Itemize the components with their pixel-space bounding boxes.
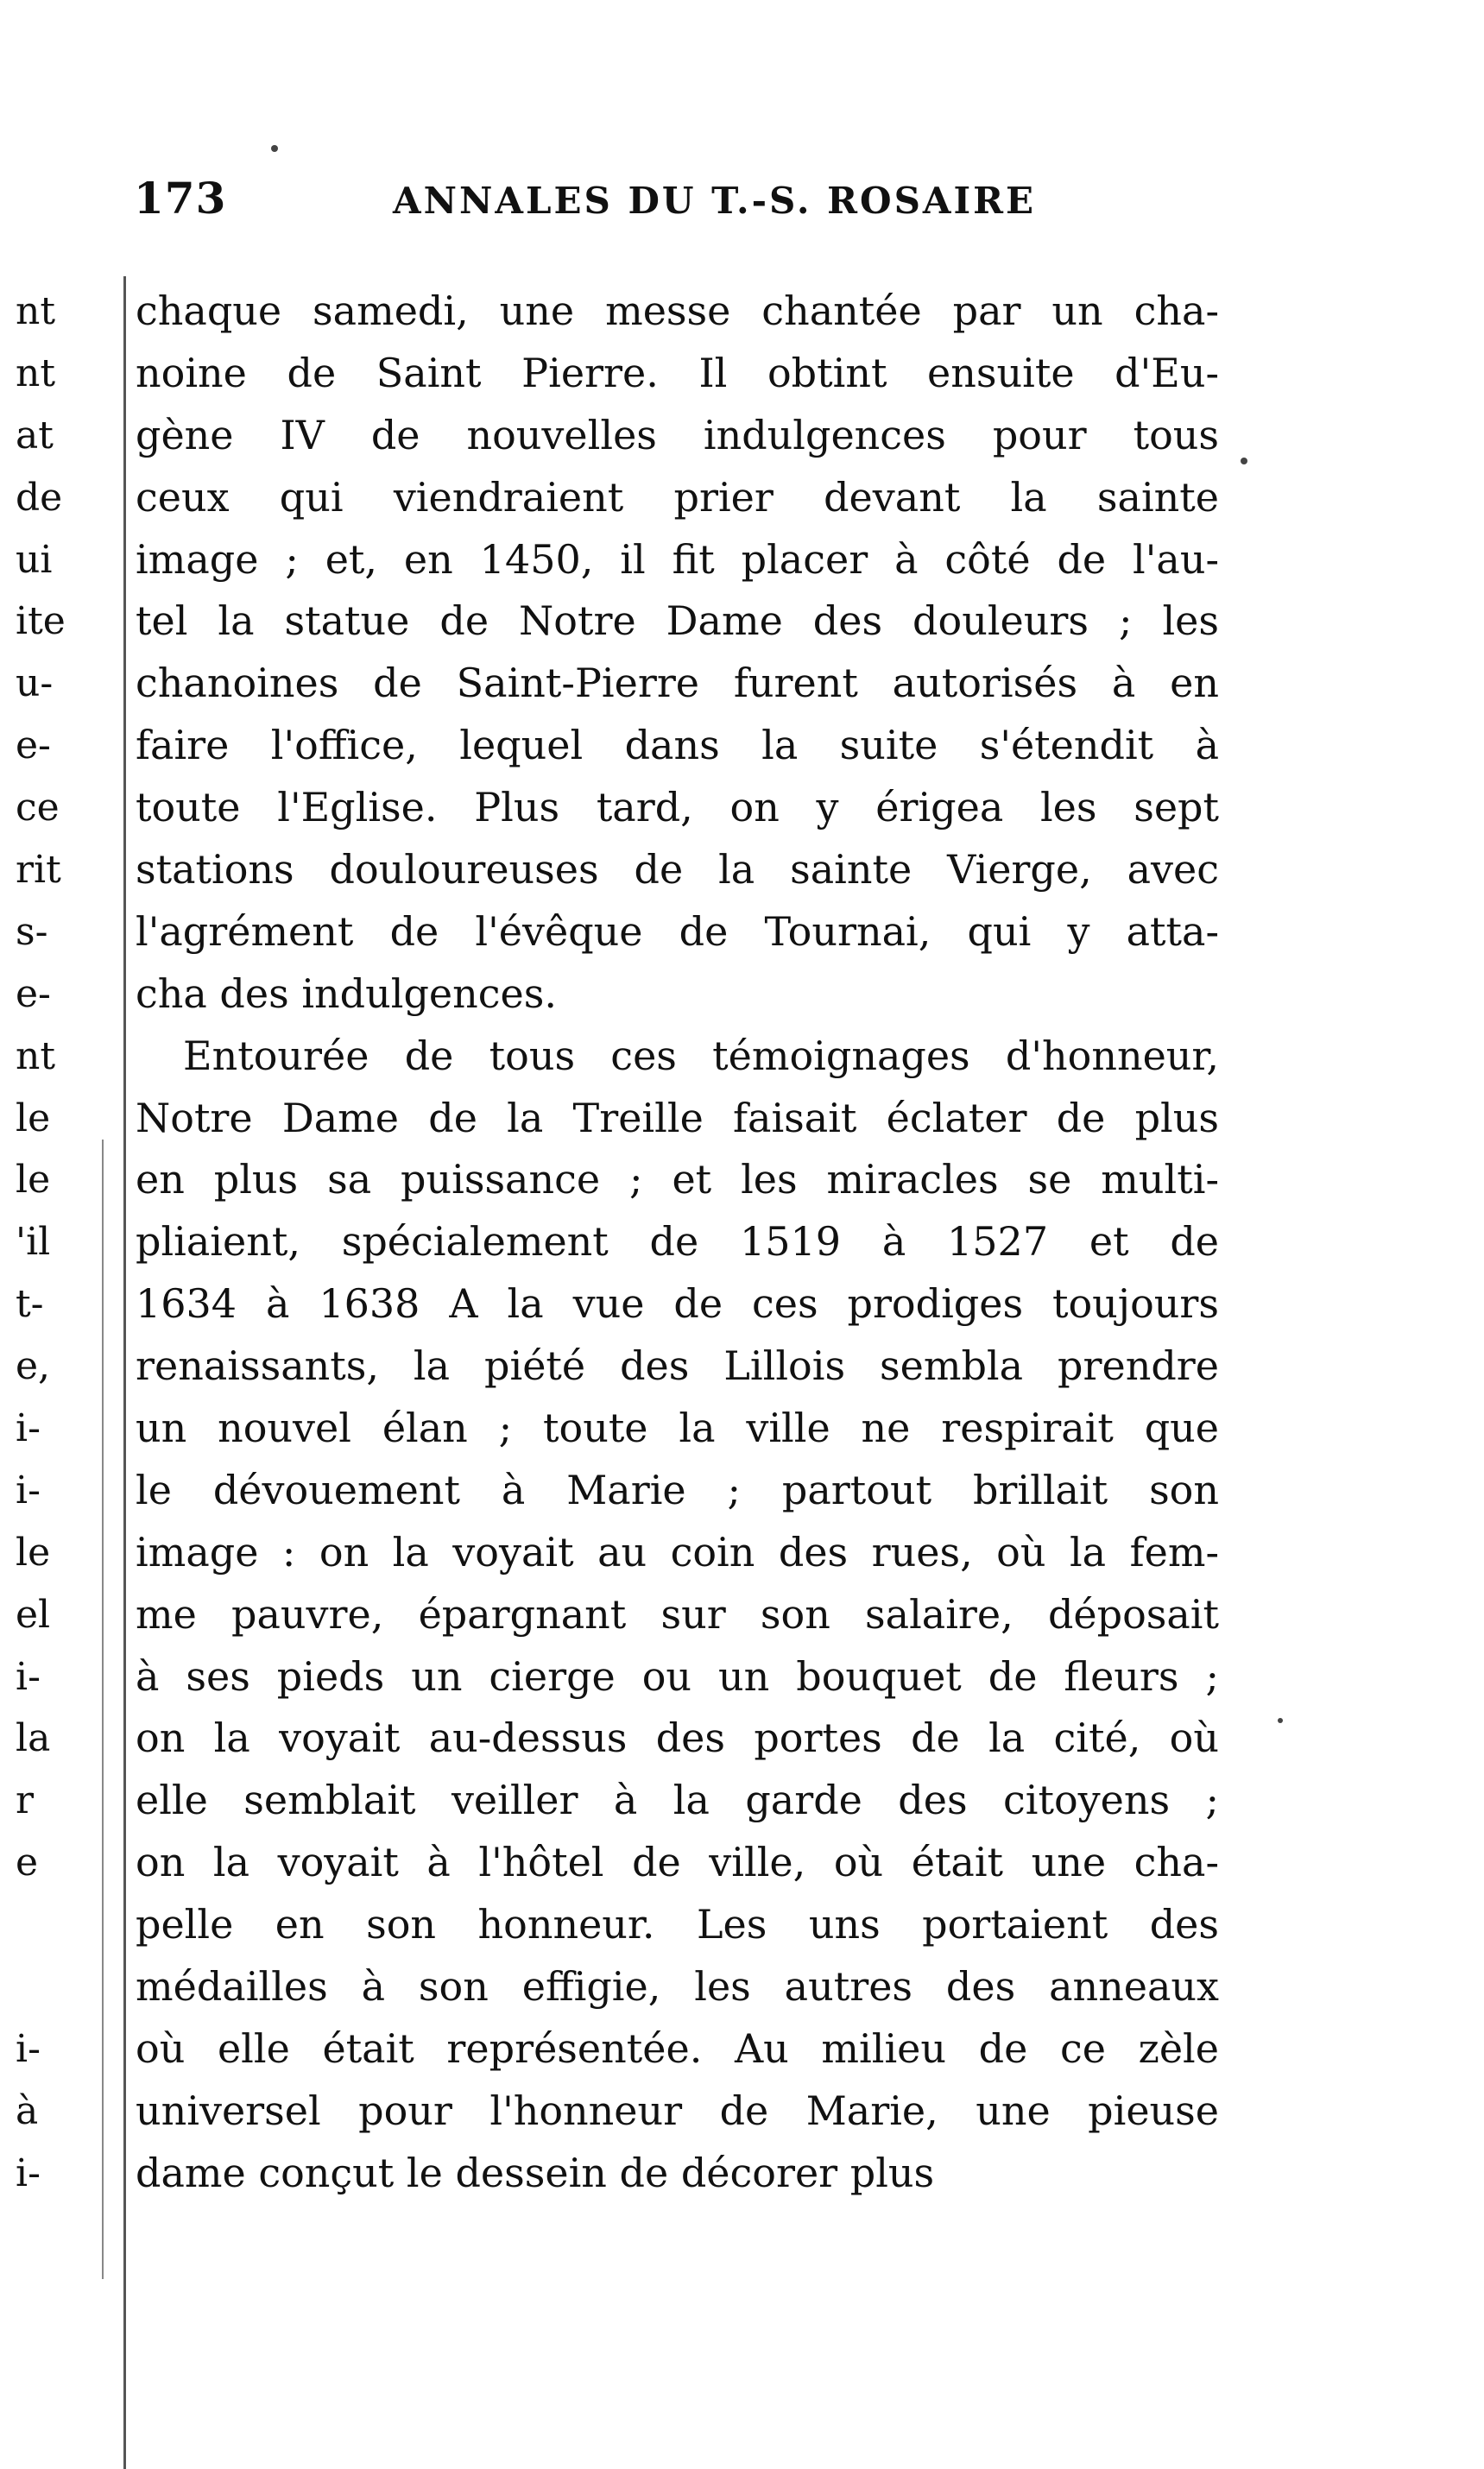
stray-mark (271, 145, 278, 152)
text-line: cha des indulgences. (136, 969, 557, 1017)
text-line: où elle était représentée. Au milieu de ce zèle (136, 2024, 1219, 2072)
text-line: tel la statue de Notre Dame des douleurs ; les (136, 597, 1219, 645)
page-header (134, 173, 1230, 233)
text-line: ceux qui viendraient prier devant la sainte (136, 473, 1219, 521)
stray-mark (1241, 458, 1247, 464)
text-line: pelle en son honneur. Les uns portaient des (136, 1901, 1219, 1948)
text-line: image : on la voyait au coin des rues, où la fem- (136, 1528, 1219, 1575)
page-number: 173 (134, 173, 227, 224)
stray-mark (1278, 1718, 1283, 1723)
text-line: chanoines de Saint-Pierre furent autorisés à en (136, 660, 1219, 707)
text-line: image ; et, en 1450, il fit placer à côté de l'au- (136, 535, 1219, 583)
margin-fragment: rit (16, 848, 61, 893)
text-line: Notre Dame de la Treille faisait éclater de plus (136, 1094, 1219, 1141)
gutter-line (123, 276, 126, 2469)
text-line: 1634 à 1638 A la vue de ces prodiges toujours (136, 1280, 1219, 1328)
margin-fragment: le (16, 1158, 51, 1203)
margin-fragment: i- (16, 2150, 41, 2195)
margin-fragment: de (16, 475, 63, 520)
text-line: à ses pieds un cierge ou un bouquet de fleurs ; (136, 1652, 1219, 1700)
text-line: dame conçut le dessein de décorer plus (136, 2149, 935, 2196)
text-line: on la voyait à l'hôtel de ville, où était une cha- (136, 1839, 1219, 1886)
margin-fragment: à (16, 2088, 39, 2133)
margin-fragment: t- (16, 1282, 44, 1327)
text-line: l'agrément de l'évêque de Tournai, qui y atta- (136, 907, 1219, 955)
text-line: pliaient, spécialement de 1519 à 1527 et de (136, 1218, 1219, 1266)
margin-fragment: e- (16, 971, 51, 1016)
text-line: universel pour l'honneur de Marie, une pieuse (136, 2087, 1219, 2134)
text-line: noine de Saint Pierre. Il obtint ensuite d'Eu- (136, 349, 1219, 396)
text-line: le dévouement à Marie ; partout brillait son (136, 1466, 1219, 1513)
margin-fragment: nt (16, 1033, 56, 1078)
margin-fragment: i- (16, 2026, 41, 2071)
text-line: toute l'Eglise. Plus tard, on y érigea les sept (136, 784, 1219, 831)
text-line: faire l'office, lequel dans la suite s'étendit à (136, 722, 1219, 769)
margin-fragment: el (16, 1592, 51, 1637)
margin-fragment: ui (16, 537, 53, 582)
margin-fragment: le (16, 1530, 51, 1575)
margin-fragment: e, (16, 1344, 51, 1389)
body-text (136, 281, 1219, 2205)
text-line: gène IV de nouvelles indulgences pour tous (136, 411, 1219, 458)
margin-fragment (16, 1894, 119, 1956)
margin-fragment: u- (16, 661, 54, 706)
margin-fragment: at (16, 413, 54, 458)
margin-fragment: s- (16, 909, 48, 954)
text-line: un nouvel élan ; toute la ville ne respirait que (136, 1405, 1219, 1452)
text-line: renaissants, la piété des Lillois sembla prendre (136, 1342, 1219, 1390)
running-head: ANNALES DU T.-S. ROSAIRE (393, 180, 1037, 222)
margin-fragment: nt (16, 289, 56, 333)
gutter-line-secondary (102, 1140, 104, 2279)
margin-fragment: i- (16, 1468, 41, 1512)
margin-fragment: ite (16, 599, 66, 644)
margin-fragment: 'il (16, 1220, 51, 1265)
text-line: chaque samedi, une messe chantée par un cha- (136, 287, 1219, 334)
text-line: Entourée de tous ces témoignages d'honneur, (183, 1032, 1219, 1079)
left-margin-fragments (16, 281, 119, 2205)
margin-fragment: ce (16, 786, 60, 830)
margin-fragment: le (16, 1096, 51, 1140)
margin-fragment: la (16, 1716, 51, 1761)
text-line: elle semblait veiller à la garde des citoyens ; (136, 1777, 1219, 1824)
text-line: stations douloureuses de la sainte Vierge, avec (136, 846, 1219, 894)
text-line: on la voyait au-dessus des portes de la cité, où (136, 1714, 1219, 1762)
text-line: médailles à son effigie, les autres des anneaux (136, 1963, 1219, 2011)
margin-fragment: i- (16, 1406, 41, 1451)
margin-fragment: nt (16, 350, 56, 395)
margin-fragment (16, 1956, 119, 2018)
text-line: me pauvre, épargnant sur son salaire, déposait (136, 1590, 1219, 1638)
margin-fragment: i- (16, 1654, 41, 1699)
margin-fragment: r (16, 1778, 35, 1823)
text-line: en plus sa puissance ; et les miracles se multi- (136, 1156, 1219, 1203)
margin-fragment: e (16, 1841, 39, 1885)
margin-fragment: e- (16, 723, 51, 768)
